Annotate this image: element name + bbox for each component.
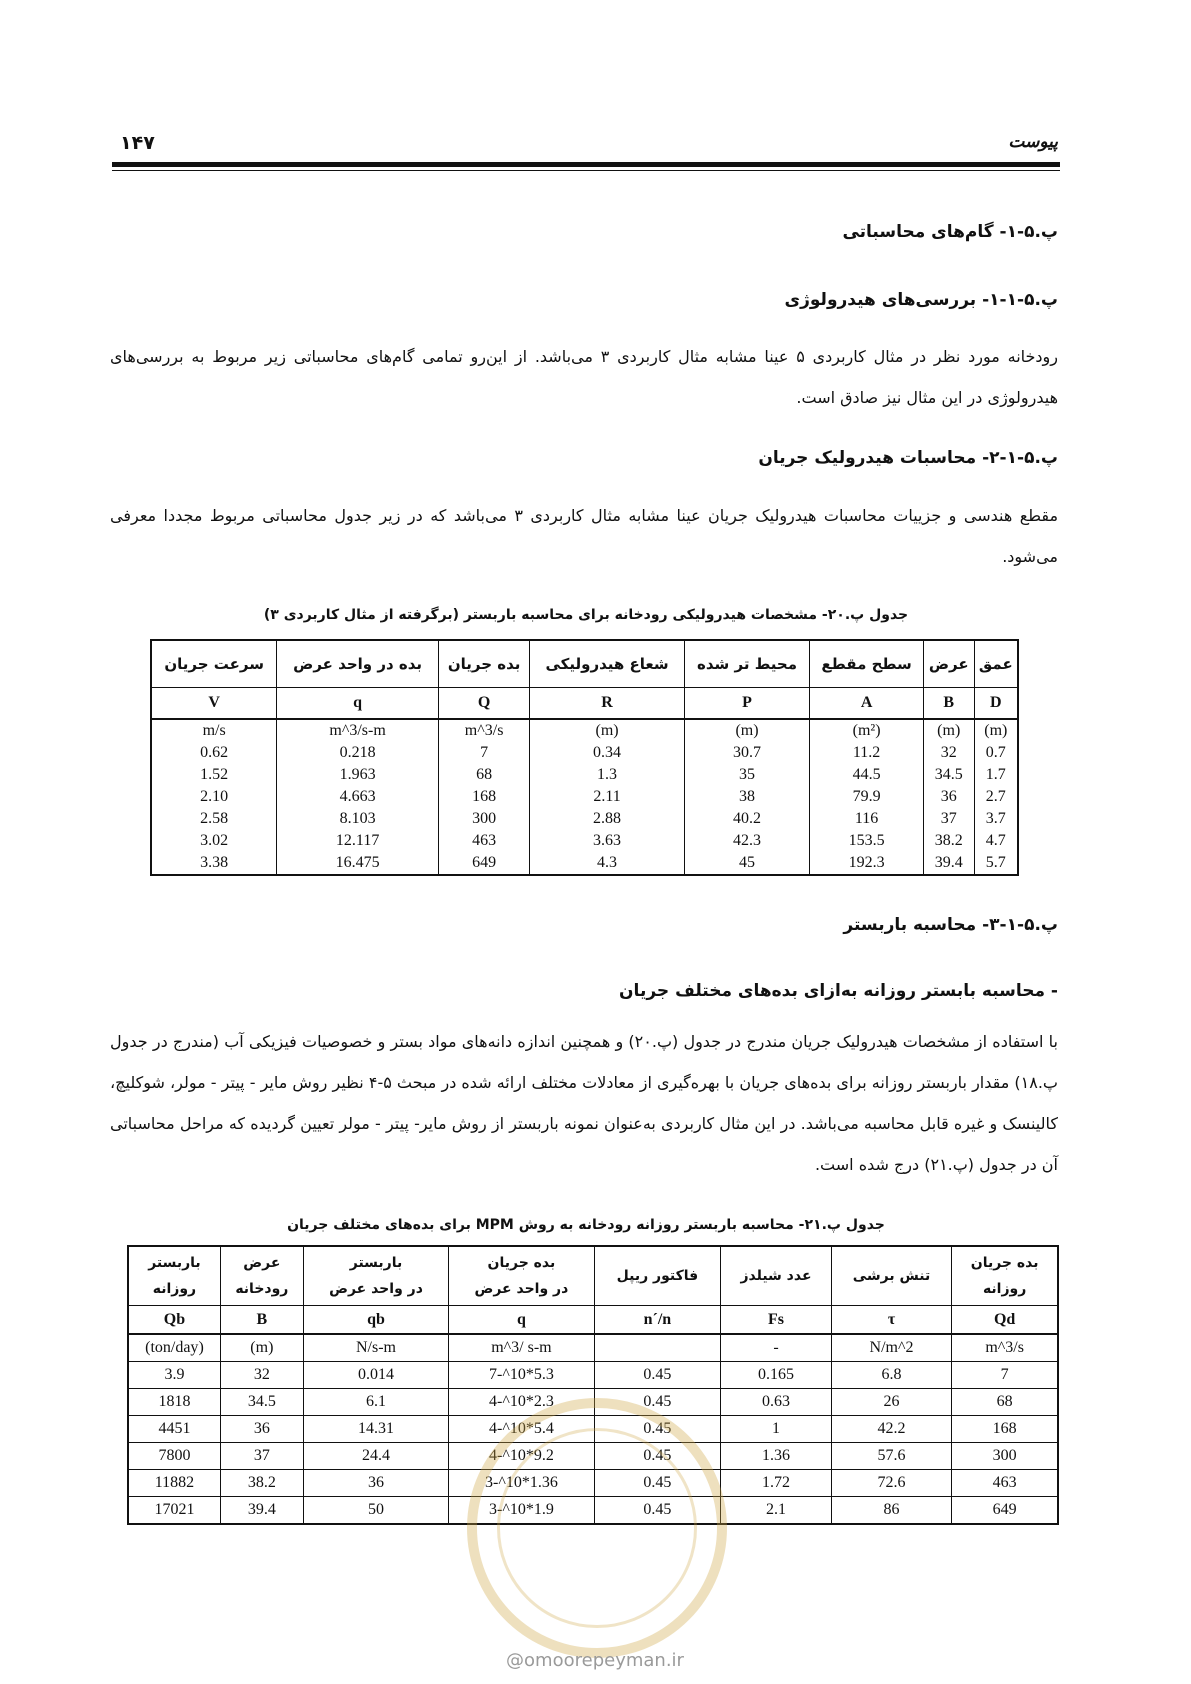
col-header: بده جریان — [438, 640, 530, 688]
col-header: عدد شیلدز — [721, 1246, 832, 1306]
table-cell: 36 — [220, 1416, 303, 1443]
table-cell: 2.88 — [530, 808, 684, 830]
table-cell: 5.3*10^-7 — [449, 1362, 594, 1389]
table-cell: 0.63 — [721, 1389, 832, 1416]
unit-cell: (m²) — [810, 719, 924, 742]
col-header: تنش برشی — [831, 1246, 952, 1306]
watermark-seal-inner — [497, 1428, 697, 1628]
table-cell: 1.36 — [721, 1443, 832, 1470]
symbol-cell: A — [810, 688, 924, 720]
table-row — [128, 1362, 1058, 1389]
unit-cell: N/m^2 — [831, 1334, 952, 1362]
table-cell: 35 — [684, 764, 810, 786]
table-cell: 463 — [952, 1470, 1058, 1497]
table-cell: 37 — [923, 808, 974, 830]
col-header: سرعت جریان — [151, 640, 277, 688]
table-cell: 300 — [952, 1443, 1058, 1470]
table2-caption: جدول پ.۲۱- محاسبه باربستر روزانه رودخانه به روش MPM برای بده‌های مختلف جریان — [287, 1217, 885, 1233]
hydraulic-properties-table — [150, 639, 1019, 876]
unit-cell: m^3/ s-m — [449, 1334, 594, 1362]
table-cell: 1.7 — [974, 764, 1018, 786]
table-cell: 0.45 — [594, 1416, 721, 1443]
table-cell: 0.014 — [303, 1362, 448, 1389]
table-cell: 0.165 — [721, 1362, 832, 1389]
watermark-text: @omoorepeyman.ir — [506, 1650, 684, 1671]
table-cell: 9.2*10^-4 — [449, 1443, 594, 1470]
table-cell: 11882 — [128, 1470, 220, 1497]
col-header: بده جریان روزانه — [952, 1246, 1058, 1306]
paragraph-hydraulics: مقطع هندسی و جزییات محاسبات هیدرولیک جریان عینا مشابه مثال کاربردی ۳ می‌باشد که در زیر جدول محاسباتی مربوط مجددا معرفی می‌شود. — [110, 506, 1059, 566]
col-header: فاکتور ریپل — [594, 1246, 721, 1306]
table-cell: 5.4*10^-4 — [449, 1416, 594, 1443]
heading-computation-steps: پ.۵-۱- گام‌های محاسباتی — [842, 222, 1058, 242]
table-cell: 5.7 — [974, 852, 1018, 875]
unit-cell: m/s — [151, 719, 277, 742]
table-cell: 0.45 — [594, 1362, 721, 1389]
table-cell: 6.8 — [831, 1362, 952, 1389]
symbol-cell: q — [449, 1306, 594, 1335]
table-cell: 1.52 — [151, 764, 277, 786]
unit-cell: N/s-m — [303, 1334, 448, 1362]
table-header-row — [128, 1246, 1058, 1306]
paragraph-bedload: با استفاده از مشخصات هیدرولیک جریان مندرج در جدول (پ.۲۰) و همچنین اندازه دانه‌های مواد بستر و خصوصیات فیزیکی آب (مندرج در جدول پ.۱۸) مقدار باربستر روزانه برای بده‌های جریان با بهره‌گیری از معادلات مختلف ارائه شده در مبحث ۵-۴ نظیر روش مایر - پیتر - مولر، شوکلیچ، کالینسک و غیره قابل محاسبه می‌باشد. در این مثال کاربردی به‌عنوان نمونه باربستر از روش مایر- پیتر - مولر تعیین گردیده که مراحل محاسباتی آن در جدول (پ.۲۱) درج شده است. — [110, 1032, 1058, 1174]
unit-cell: (ton/day) — [128, 1334, 220, 1362]
table-cell: 40.2 — [684, 808, 810, 830]
heading-hydrology: پ.۵-۱-۱- بررسی‌های هیدرولوژی — [784, 290, 1058, 310]
table-cell: 7 — [438, 742, 530, 764]
table-cell: 45 — [684, 852, 810, 875]
table-cell: 4.7 — [974, 830, 1018, 852]
table-cell: 2.3*10^-4 — [449, 1389, 594, 1416]
table-unit-row — [128, 1334, 1058, 1362]
table-cell: 32 — [923, 742, 974, 764]
table-cell: 3.02 — [151, 830, 277, 852]
symbol-cell: V — [151, 688, 277, 720]
symbol-cell: Q — [438, 688, 530, 720]
unit-cell: m^3/s-m — [277, 719, 439, 742]
table-row — [151, 830, 1018, 852]
table-cell: 4.3 — [530, 852, 684, 875]
unit-cell: (m) — [974, 719, 1018, 742]
symbol-cell: q — [277, 688, 439, 720]
table-cell: 26 — [831, 1389, 952, 1416]
table-cell: 1.72 — [721, 1470, 832, 1497]
table-cell: 36 — [303, 1470, 448, 1497]
table-cell: 2.11 — [530, 786, 684, 808]
table-cell: 168 — [438, 786, 530, 808]
table-cell: 649 — [952, 1497, 1058, 1525]
col-header: باربستر در واحد عرض — [303, 1246, 448, 1306]
table-cell: 57.6 — [831, 1443, 952, 1470]
table-cell: 3.38 — [151, 852, 277, 875]
table-row — [151, 764, 1018, 786]
table-header-row — [151, 640, 1018, 688]
table-cell: 1.963 — [277, 764, 439, 786]
table-unit-row — [151, 719, 1018, 742]
table-cell: 38.2 — [220, 1470, 303, 1497]
running-header-title: پیوست — [1008, 132, 1058, 152]
heading-hydraulics: پ.۵-۱-۲- محاسبات هیدرولیک جریان — [758, 448, 1058, 468]
table-cell: 38 — [684, 786, 810, 808]
table-cell: 168 — [952, 1416, 1058, 1443]
table-cell: 11.2 — [810, 742, 924, 764]
table-cell: 44.5 — [810, 764, 924, 786]
page-number: ۱۴۷ — [120, 132, 155, 154]
table-cell: 2.1 — [721, 1497, 832, 1525]
col-header: سطح مقطع — [810, 640, 924, 688]
table-cell: 12.117 — [277, 830, 439, 852]
col-header: عمق — [974, 640, 1018, 688]
symbol-cell: B — [220, 1306, 303, 1335]
table-cell: 1.3 — [530, 764, 684, 786]
table-cell: 34.5 — [220, 1389, 303, 1416]
col-header: عرض — [923, 640, 974, 688]
table-row — [151, 786, 1018, 808]
symbol-cell: R — [530, 688, 684, 720]
table-cell: 68 — [438, 764, 530, 786]
table-cell: 0.62 — [151, 742, 277, 764]
symbol-cell: Qd — [952, 1306, 1058, 1335]
heading-daily-bedload: - محاسبه بابستر روزانه به‌ازای بده‌های مختلف جریان — [619, 981, 1058, 1001]
table-cell: 4.663 — [277, 786, 439, 808]
table-cell: 42.2 — [831, 1416, 952, 1443]
table-cell: 6.1 — [303, 1389, 448, 1416]
table-cell: 0.218 — [277, 742, 439, 764]
table-cell: 2.10 — [151, 786, 277, 808]
unit-cell: - — [721, 1334, 832, 1362]
table-cell: 16.475 — [277, 852, 439, 875]
table-cell: 17021 — [128, 1497, 220, 1525]
table-cell: 1.9*10^-3 — [449, 1497, 594, 1525]
table-cell: 39.4 — [220, 1497, 303, 1525]
unit-cell: (m) — [530, 719, 684, 742]
col-header: بده در واحد عرض — [277, 640, 439, 688]
table-cell: 14.31 — [303, 1416, 448, 1443]
col-header: عرض رودخانه — [220, 1246, 303, 1306]
header-rule — [112, 162, 1060, 167]
table-cell: 37 — [220, 1443, 303, 1470]
table-cell: 463 — [438, 830, 530, 852]
table-cell: 72.6 — [831, 1470, 952, 1497]
unit-cell: (m) — [923, 719, 974, 742]
col-header: شعاع هیدرولیکی — [530, 640, 684, 688]
table-symbol-row — [128, 1306, 1058, 1335]
table-cell: 4451 — [128, 1416, 220, 1443]
unit-cell — [594, 1334, 721, 1362]
table-cell: 32 — [220, 1362, 303, 1389]
table-cell: 153.5 — [810, 830, 924, 852]
table-cell: 68 — [952, 1389, 1058, 1416]
unit-cell: m^3/s — [438, 719, 530, 742]
heading-bedload: پ.۵-۱-۳- محاسبه باربستر — [843, 915, 1058, 935]
table-cell: 3.9 — [128, 1362, 220, 1389]
symbol-cell: Qb — [128, 1306, 220, 1335]
table-cell: 1.36*10^-3 — [449, 1470, 594, 1497]
symbol-cell: B — [923, 688, 974, 720]
table-cell: 24.4 — [303, 1443, 448, 1470]
table-cell: 192.3 — [810, 852, 924, 875]
table-cell: 7 — [952, 1362, 1058, 1389]
unit-cell: m^3/s — [952, 1334, 1058, 1362]
unit-cell: (m) — [684, 719, 810, 742]
symbol-cell: n´/n — [594, 1306, 721, 1335]
table-cell: 42.3 — [684, 830, 810, 852]
table-cell: 0.34 — [530, 742, 684, 764]
symbol-cell: P — [684, 688, 810, 720]
table-cell: 34.5 — [923, 764, 974, 786]
table-row — [151, 852, 1018, 875]
unit-cell: (m) — [220, 1334, 303, 1362]
table-cell: 39.4 — [923, 852, 974, 875]
table-cell: 2.7 — [974, 786, 1018, 808]
table-row — [151, 808, 1018, 830]
table-cell: 3.63 — [530, 830, 684, 852]
table-cell: 0.45 — [594, 1443, 721, 1470]
col-header: محیط تر شده — [684, 640, 810, 688]
table-cell: 8.103 — [277, 808, 439, 830]
symbol-cell: qb — [303, 1306, 448, 1335]
table-cell: 7800 — [128, 1443, 220, 1470]
table-cell: 1818 — [128, 1389, 220, 1416]
header-rule-thin — [112, 170, 1060, 171]
table-cell: 649 — [438, 852, 530, 875]
col-header: باربستر روزانه — [128, 1246, 220, 1306]
table-row — [151, 742, 1018, 764]
table-cell: 36 — [923, 786, 974, 808]
table-cell: 50 — [303, 1497, 448, 1525]
table-cell: 38.2 — [923, 830, 974, 852]
symbol-cell: Fs — [721, 1306, 832, 1335]
table1-caption: جدول پ.۲۰- مشخصات هیدرولیکی رودخانه برای محاسبه باربستر (برگرفته از مثال کاربردی ۳) — [263, 607, 909, 623]
table-symbol-row — [151, 688, 1018, 720]
table-cell: 30.7 — [684, 742, 810, 764]
symbol-cell: τ — [831, 1306, 952, 1335]
paragraph-hydrology: رودخانه مورد نظر در مثال کاربردی ۵ عینا مشابه مثال کاربردی ۳ می‌باشد. از این‌رو تمامی گام‌های محاسباتی زیر مربوط به بررسی‌های هیدرولوژی در این مثال نیز صادق است. — [110, 347, 1058, 407]
table-cell: 116 — [810, 808, 924, 830]
col-header: بده جریان در واحد عرض — [449, 1246, 594, 1306]
table-cell: 0.45 — [594, 1497, 721, 1525]
table-cell: 0.45 — [594, 1470, 721, 1497]
table-cell: 79.9 — [810, 786, 924, 808]
table-cell: 0.45 — [594, 1389, 721, 1416]
table-cell: 0.7 — [974, 742, 1018, 764]
table-cell: 300 — [438, 808, 530, 830]
table-cell: 3.7 — [974, 808, 1018, 830]
symbol-cell: D — [974, 688, 1018, 720]
table-cell: 1 — [721, 1416, 832, 1443]
table-cell: 86 — [831, 1497, 952, 1525]
table-cell: 2.58 — [151, 808, 277, 830]
